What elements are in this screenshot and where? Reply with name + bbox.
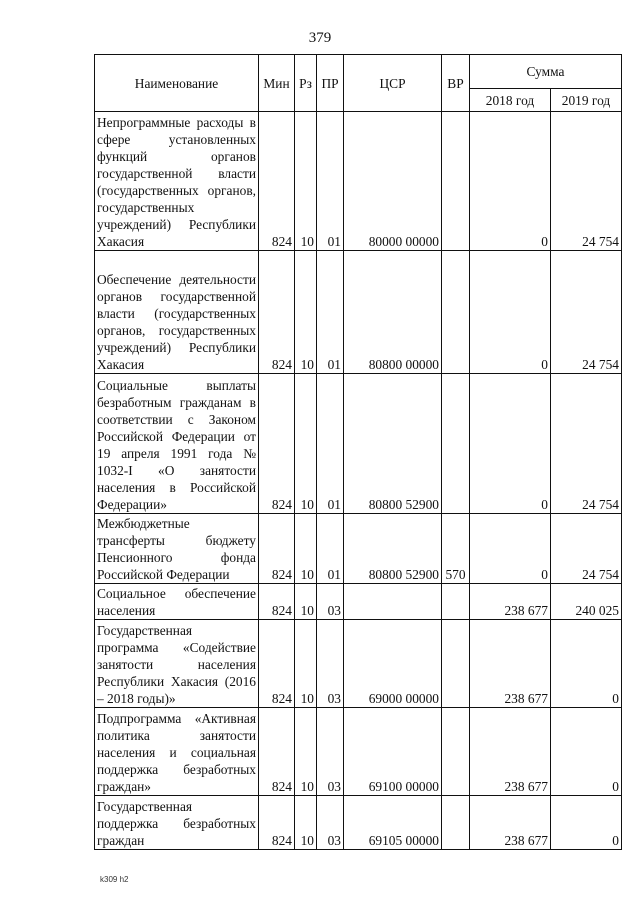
row-min: 824 <box>259 112 295 251</box>
row-min: 824 <box>259 796 295 850</box>
row-2019: 0 <box>551 620 622 708</box>
row-csr: 69100 00000 <box>344 708 442 796</box>
header-year-2018: 2018 год <box>470 89 551 112</box>
row-rz: 10 <box>295 708 317 796</box>
row-2018: 238 677 <box>470 796 551 850</box>
table-row <box>95 112 622 251</box>
row-pr: 01 <box>317 112 344 251</box>
row-csr: 80800 52900 <box>344 514 442 584</box>
row-rz: 10 <box>295 584 317 620</box>
row-pr: 03 <box>317 584 344 620</box>
page-number: 379 <box>308 30 332 46</box>
row-min: 824 <box>259 514 295 584</box>
row-2019: 240 025 <box>551 584 622 620</box>
row-rz: 10 <box>295 112 317 251</box>
row-csr <box>344 584 442 620</box>
row-min: 824 <box>259 251 295 374</box>
row-pr: 01 <box>317 251 344 374</box>
row-2019: 24 754 <box>551 374 622 514</box>
header-min: Мин <box>259 55 295 112</box>
row-2018: 238 677 <box>470 584 551 620</box>
header-rz: Рз <box>295 55 317 112</box>
row-min: 824 <box>259 374 295 514</box>
row-vr <box>442 796 470 850</box>
row-name: Обеспечение деятельности органов государственной власти (государственных органов, государственных учреждений) Республики Хакасия <box>95 251 259 374</box>
row-pr: 01 <box>317 374 344 514</box>
row-vr <box>442 251 470 374</box>
footer-code: k309 h2 <box>100 875 129 884</box>
header-csr: ЦСР <box>344 55 442 112</box>
table-row <box>95 708 622 796</box>
row-2019: 24 754 <box>551 112 622 251</box>
row-min: 824 <box>259 620 295 708</box>
row-rz: 10 <box>295 796 317 850</box>
row-pr: 03 <box>317 708 344 796</box>
row-pr: 01 <box>317 514 344 584</box>
row-name: Социальное обеспечение населения <box>95 584 259 620</box>
row-rz: 10 <box>295 620 317 708</box>
row-rz: 10 <box>295 374 317 514</box>
row-vr: 570 <box>442 514 470 584</box>
row-rz: 10 <box>295 251 317 374</box>
row-2019: 24 754 <box>551 251 622 374</box>
row-rz: 10 <box>295 514 317 584</box>
header-vr: ВР <box>442 55 470 112</box>
row-name: Государственная поддержка безработных граждан <box>95 796 259 850</box>
row-name: Межбюджетные трансферты бюджету Пенсионного фонда Российской Федерации <box>95 514 259 584</box>
row-vr <box>442 584 470 620</box>
row-csr: 80800 00000 <box>344 251 442 374</box>
row-2019: 0 <box>551 708 622 796</box>
row-csr: 80000 00000 <box>344 112 442 251</box>
header-year-2019: 2019 год <box>551 89 622 112</box>
row-2018: 0 <box>470 112 551 251</box>
row-pr: 03 <box>317 620 344 708</box>
table-row <box>95 251 622 374</box>
row-vr <box>442 620 470 708</box>
row-name: Социальные выплаты безработным гражданам в соответствии с Законом Российской Федерации от 19 апреля 1991 года № 1032-I «О занятости населения в Российской Федерации» <box>95 374 259 514</box>
header-sum: Сумма <box>470 55 622 89</box>
row-pr: 03 <box>317 796 344 850</box>
table-row <box>95 514 622 584</box>
row-2018: 0 <box>470 514 551 584</box>
row-csr: 69105 00000 <box>344 796 442 850</box>
header-pr: ПР <box>317 55 344 112</box>
row-vr <box>442 112 470 251</box>
row-name: Непрограммные расходы в сфере установленных функций органов государственной власти (государственных органов, государственных учреждений) Республики Хакасия <box>95 112 259 251</box>
table-row <box>95 620 622 708</box>
header-name: Наименование <box>95 55 259 112</box>
row-2018: 238 677 <box>470 620 551 708</box>
row-2018: 238 677 <box>470 708 551 796</box>
budget-table <box>94 54 622 850</box>
table-row <box>95 584 622 620</box>
row-vr <box>442 708 470 796</box>
row-min: 824 <box>259 708 295 796</box>
row-name: Государственная программа «Содействие занятости населения Республики Хакасия (2016 – 2018 годы)» <box>95 620 259 708</box>
table-row <box>95 796 622 850</box>
row-csr: 69000 00000 <box>344 620 442 708</box>
row-name: Подпрограмма «Активная политика занятости населения и социальная поддержка безработных граждан» <box>95 708 259 796</box>
row-2018: 0 <box>470 251 551 374</box>
row-2018: 0 <box>470 374 551 514</box>
row-csr: 80800 52900 <box>344 374 442 514</box>
table-row <box>95 374 622 514</box>
row-min: 824 <box>259 584 295 620</box>
row-vr <box>442 374 470 514</box>
row-2019: 24 754 <box>551 514 622 584</box>
row-2019: 0 <box>551 796 622 850</box>
